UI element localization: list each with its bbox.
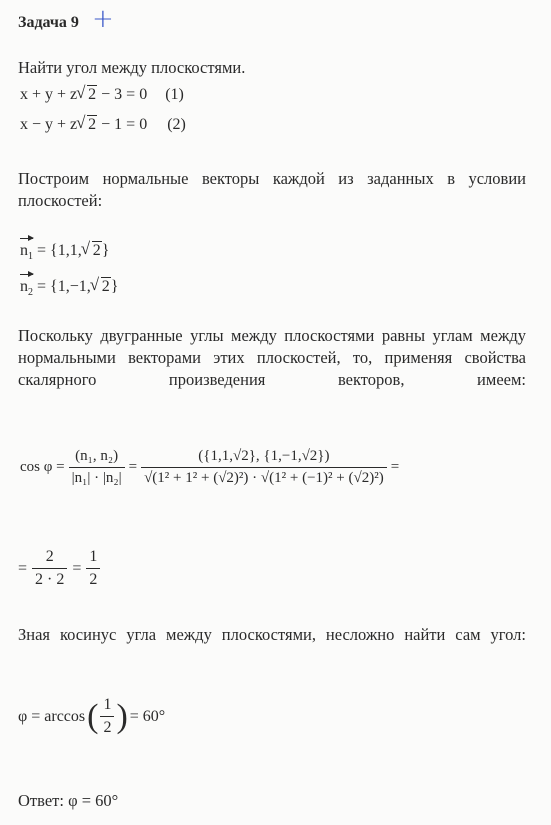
n2-sub: 2 — [28, 287, 33, 299]
n1-label: n — [20, 242, 28, 259]
half-denominator: 2 — [86, 568, 100, 589]
frac2-denominator: √(1² + 1² + (√2)²) · √(1² + (−1)² + (√2)²) — [141, 467, 387, 487]
fraction-normals — [69, 448, 125, 487]
check-mark: + — [92, 4, 114, 34]
sqrt-sign — [78, 86, 97, 104]
eq1-number: (1) — [165, 86, 184, 103]
frac1-denominator: |n₁| · |n₂| — [69, 467, 125, 487]
equals-sign: = — [18, 559, 28, 577]
fraction-half — [86, 548, 100, 589]
paren-open: ( — [87, 697, 99, 735]
n2-radicand: 2 — [101, 278, 110, 295]
frac1-numerator: (n₁, n₂) — [75, 448, 119, 464]
vector-arrow — [20, 236, 33, 262]
equation-1 — [20, 86, 184, 104]
paren-close: ) — [116, 697, 128, 735]
angle-formula — [18, 696, 165, 737]
vector-arrow — [20, 272, 33, 298]
task-title: Задача 9 — [18, 14, 79, 31]
equals-sign: = — [128, 459, 138, 475]
eq1-radicand: 2 — [88, 86, 97, 103]
eq2-rhs: − 1 = 0 — [97, 116, 148, 133]
n1-value: = {1,1, — [33, 242, 82, 259]
sqrt-sign — [92, 278, 111, 296]
answer: Ответ: φ = 60° — [18, 791, 119, 810]
fraction-arccos — [100, 696, 114, 737]
fraction-result — [32, 548, 67, 589]
result-formula — [18, 548, 100, 589]
equals-sign: = — [72, 559, 82, 577]
step3-text: Зная косинус угла между плоскостями, несложно найти сам угол: — [18, 625, 526, 644]
n2-label: n — [20, 278, 28, 295]
phi-label: φ = arccos — [18, 707, 86, 725]
eq2-number: (2) — [167, 116, 186, 133]
n1-radicand: 2 — [92, 242, 101, 259]
half-numerator: 1 — [89, 548, 98, 565]
normal-vector-2 — [20, 272, 118, 298]
problem-statement: Найти угол между плоскостями. — [18, 58, 246, 77]
eq1-lhs: x + y + z — [20, 86, 78, 103]
eq2-lhs: x − y + z — [20, 116, 78, 133]
arccos-numerator: 1 — [103, 696, 112, 713]
res-denominator: 2 · 2 — [32, 568, 67, 589]
cosine-formula — [20, 448, 399, 487]
normal-vector-1 — [20, 236, 109, 262]
res-numerator: 2 — [45, 548, 54, 565]
arccos-denominator: 2 — [100, 716, 114, 737]
equals-sign-trailing: = — [390, 459, 400, 475]
fraction-expanded — [141, 448, 387, 487]
phi-result: = 60° — [129, 707, 166, 725]
n2-close: } — [110, 278, 119, 295]
step1-text: Построим нормальные векторы каждой из заданных в условии плоскостей: — [18, 169, 526, 210]
equation-2 — [20, 116, 186, 134]
sqrt-sign — [83, 242, 102, 260]
cos-label: cos φ = — [20, 459, 65, 475]
sqrt-sign — [78, 116, 97, 134]
frac2-numerator: ({1,1,√2}, {1,−1,√2}) — [198, 448, 330, 464]
n1-sub: 1 — [28, 251, 33, 263]
eq2-radicand: 2 — [88, 116, 97, 133]
eq1-rhs: − 3 = 0 — [97, 86, 148, 103]
step2-text: Поскольку двугранные углы между плоскостями равны углам между нормальными векторами этих плоскостей, то, применяя свойства скалярного произведения векторов, имеем: — [18, 326, 526, 389]
n1-close: } — [101, 242, 110, 259]
n2-value: = {1,−1, — [33, 278, 91, 295]
